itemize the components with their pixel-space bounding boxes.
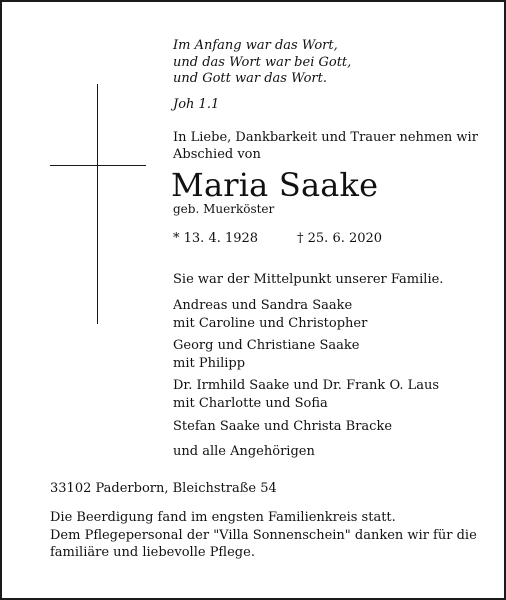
mourner-group-4 <box>173 418 392 436</box>
mourner-line: Stefan Saake und Christa Bracke <box>173 419 393 434</box>
mourner-line: mit Caroline und Christopher <box>173 315 368 331</box>
closing-text <box>50 509 477 562</box>
mourner-line: mit Philipp <box>173 355 246 371</box>
mourner-group-5 <box>173 443 315 461</box>
intro-text <box>173 129 478 163</box>
family-statement: Sie war der Mittelpunkt unserer Familie. <box>173 272 444 287</box>
mourner-line: Georg und Christiane Saake <box>173 338 360 353</box>
closing-line-2: Dem Pflegepersonal der "Villa Sonnenschein" danken wir für die <box>50 527 477 543</box>
death-date: † 25. 6. 2020 <box>297 231 383 246</box>
birth-date: * 13. 4. 1928 <box>173 231 259 246</box>
intro-line-1: In Liebe, Dankbarkeit und Trauer nehmen wir <box>173 130 478 145</box>
bible-verse <box>173 38 351 88</box>
address: 33102 Paderborn, Bleichstraße 54 <box>50 481 277 496</box>
mourner-group-3 <box>173 377 439 412</box>
intro-line-2: Abschied von <box>173 147 261 162</box>
deceased-name: Maria Saake <box>171 166 379 204</box>
cross-vertical-bar <box>97 84 98 324</box>
cross-horizontal-bar <box>50 165 146 166</box>
mourner-line: Dr. Irmhild Saake und Dr. Frank O. Laus <box>173 378 440 393</box>
verse-line-2: und das Wort war bei Gott, <box>173 54 352 70</box>
mourner-line: Andreas und Sandra Saake <box>173 298 353 313</box>
birth-name: geb. Muerköster <box>173 202 275 216</box>
mourner-line: mit Charlotte und Sofia <box>173 395 328 411</box>
closing-line-1: Die Beerdigung fand im engsten Familienkreis statt. <box>50 510 396 525</box>
mourner-group-1 <box>173 297 367 332</box>
mourner-group-2 <box>173 337 359 372</box>
verse-line-1: Im Anfang war das Wort, <box>173 38 338 53</box>
verse-line-3: und Gott war das Wort. <box>173 71 327 86</box>
verse-reference: Joh 1.1 <box>173 97 220 112</box>
closing-line-3: familiäre und liebevolle Pflege. <box>50 545 255 560</box>
mourner-line: und alle Angehörigen <box>173 444 315 459</box>
